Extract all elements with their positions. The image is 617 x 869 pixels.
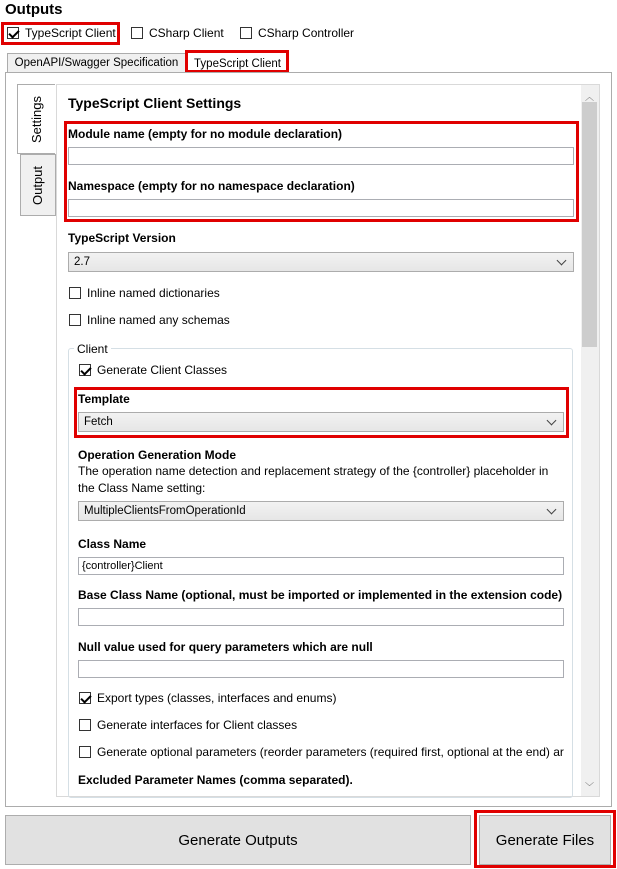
side-tab-label: Settings (29, 95, 45, 143)
checkbox-box[interactable] (79, 719, 91, 731)
typescript-client-checkbox[interactable] (7, 26, 116, 40)
export-types-checkbox[interactable] (79, 691, 336, 705)
checkbox-box[interactable] (131, 27, 143, 39)
template-label: Template (78, 392, 130, 406)
class-name-input[interactable]: {controller}Client (78, 557, 564, 575)
ts-version-label: TypeScript Version (68, 231, 176, 245)
generate-interfaces-checkbox[interactable] (79, 718, 297, 732)
checkbox-box[interactable] (240, 27, 252, 39)
checkbox-label: Generate Client Classes (97, 363, 228, 377)
chevron-down-icon (547, 504, 557, 514)
side-tab-output[interactable] (20, 154, 56, 216)
inline-any-schemas-checkbox[interactable] (69, 313, 230, 327)
checkbox-box[interactable] (79, 364, 91, 376)
generate-files-button[interactable] (479, 815, 611, 865)
scrollbar-thumb[interactable] (582, 102, 597, 347)
checkbox-label: CSharp Controller (258, 26, 355, 40)
checkbox-box[interactable] (7, 27, 19, 39)
template-select[interactable] (78, 412, 564, 432)
inline-dictionaries-checkbox[interactable] (69, 286, 220, 300)
scroll-up-icon[interactable]: ︿ (585, 92, 595, 102)
outputs-title: Outputs (5, 1, 63, 18)
chevron-down-icon (557, 255, 567, 265)
namespace-input[interactable] (68, 199, 574, 217)
checkbox-box[interactable] (79, 692, 91, 704)
checkbox-label: Generate interfaces for Client classes (97, 718, 298, 732)
base-class-label: Base Class Name (optional, must be imported or implemented in the extension code) (78, 588, 563, 602)
chevron-down-icon (547, 415, 557, 425)
checkbox-label: Generate optional parameters (reorder parameters (required first, optional at the end) ar (97, 745, 564, 759)
select-value: Fetch (84, 416, 113, 428)
side-tab-settings[interactable] (17, 84, 55, 154)
checkbox-label: Inline named dictionaries (87, 286, 220, 300)
checkbox-box[interactable] (69, 287, 81, 299)
null-value-input[interactable] (78, 660, 564, 678)
tab-label: OpenAPI/Swagger Specification (14, 57, 179, 69)
settings-heading: TypeScript Client Settings (68, 95, 242, 111)
side-tab-label: Output (30, 165, 46, 205)
tab-openapi-specification[interactable] (7, 53, 186, 73)
typescript-tab-highlight (185, 50, 289, 73)
csharp-controller-checkbox[interactable] (240, 26, 354, 40)
ts-version-select[interactable] (68, 252, 574, 272)
op-mode-description-line1: The operation name detection and replacement strategy of the {controller} placeholder in (78, 464, 549, 478)
module-name-input[interactable] (68, 147, 574, 165)
checkbox-label: Inline named any schemas (87, 313, 230, 327)
op-mode-label: Operation Generation Mode (78, 448, 237, 462)
select-value: 2.7 (74, 256, 90, 268)
button-label: Generate Files (495, 831, 595, 849)
scroll-down-icon[interactable]: ﹀ (585, 782, 595, 792)
namespace-label: Namespace (empty for no namespace declaration) (68, 179, 355, 193)
csharp-client-checkbox[interactable] (131, 26, 224, 40)
op-mode-description-line2: the Class Name setting: (78, 481, 206, 495)
generate-optional-params-checkbox[interactable] (79, 745, 565, 759)
generate-client-classes-checkbox[interactable] (79, 363, 227, 377)
generate-outputs-button[interactable] (5, 815, 471, 865)
op-mode-select[interactable] (78, 501, 564, 521)
base-class-input[interactable] (78, 608, 564, 626)
client-group-label: Client (74, 342, 111, 356)
select-value: MultipleClientsFromOperationId (84, 505, 246, 517)
checkbox-box[interactable] (69, 314, 81, 326)
module-name-label: Module name (empty for no module declaration) (68, 127, 343, 141)
checkbox-box[interactable] (79, 746, 91, 758)
class-name-label: Class Name (78, 537, 147, 551)
tab-label: TypeScript Client (194, 57, 281, 70)
checkbox-label: CSharp Client (149, 26, 224, 40)
null-value-label: Null value used for query parameters which are null (78, 640, 373, 654)
excluded-params-label: Excluded Parameter Names (comma separated). (78, 773, 353, 787)
checkbox-label: Export types (classes, interfaces and enums) (97, 691, 337, 705)
button-label: Generate Outputs (178, 831, 298, 849)
checkbox-label: TypeScript Client (25, 26, 116, 40)
